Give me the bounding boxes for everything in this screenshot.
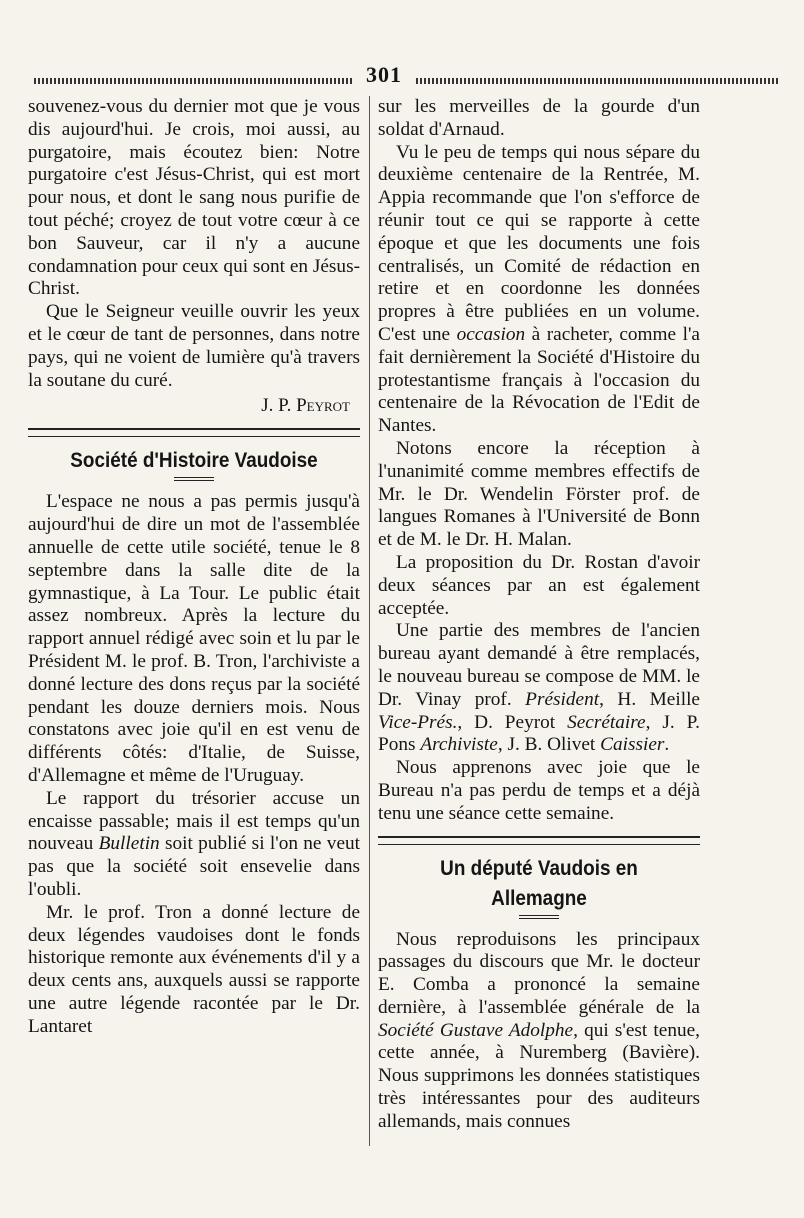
signature-surname: Peyrot bbox=[296, 395, 350, 417]
caissier-italic: Caissier bbox=[600, 734, 665, 756]
right-paragraph-1: sur les merveilles de la gourde d'un soldat d'Arnaud. bbox=[378, 96, 700, 140]
treasurer-text-b: soit publié si l'on ne veut pas que la société soit ensevelie dans l'oubli. bbox=[28, 833, 361, 900]
section-separator-right bbox=[378, 836, 700, 845]
header-rule-left bbox=[34, 78, 352, 84]
occasion-italic: occasion bbox=[456, 323, 526, 345]
bulletin-italic: Bulletin bbox=[98, 833, 160, 855]
gustave-adolphe-italic: Société Gustave Adolphe, bbox=[378, 1019, 578, 1041]
depute-text-b: qui s'est tenue, cette année, à Nuremberg (Bavière). Nous supprimons les données statistiques très intéressantes pour des auditeurs allemands, mais connues bbox=[378, 1019, 700, 1132]
bureau-text-a: Une partie des membres de l'ancien bureau ayant demandé à être remplacés, le nouveau bureau se compose de MM. le Dr. Vinay prof. bbox=[378, 620, 700, 710]
article-closing-paragraph: Que le Seigneur veuille ouvrir les yeux et le cœur de tant de personnes, dans notre pays, qui ne voient de lumière qu'à travers la soutane du curé. bbox=[28, 301, 360, 391]
section-title-societe: Société d'Histoire Vaudoise bbox=[70, 448, 318, 473]
right-paragraph-reception: Notons encore la réception à l'unanimité comme membres effectifs de Mr. le Dr. Wendelin Förster prof. de langues Romanes à l'Université de Bonn et de M. le Dr. H. Malan. bbox=[378, 437, 700, 551]
right-paragraph-rostan: La proposition du Dr. Rostan d'avoir deux séances par an est également acceptée. bbox=[378, 551, 700, 619]
section-title-depute: Un député Vaudois en Allemagne bbox=[440, 855, 638, 910]
signature-initials: J. P. bbox=[261, 395, 292, 417]
page-header bbox=[34, 62, 778, 92]
bureau-text-b: , H. Meille bbox=[599, 688, 700, 710]
page-number: 301 bbox=[366, 62, 402, 87]
appia-text-b: à racheter, comme l'a fait dernièrement la Société d'Histoire du protestantisme français à l'occasion du centenaire de la Révocation de l'Edit de Nantes. bbox=[378, 323, 700, 437]
left-column bbox=[28, 96, 360, 1038]
appia-text-a: Vu le peu de temps qui nous sépare du deuxième centenaire de la Rentrée, M. Appia recommande que l'on s'efforce de réunir tout ce qui se rapporte à cette époque et que les documents une fois centralisés, un Comité de rédaction en retire et en coordonne les données propres à être publiées en un volume. C'est une bbox=[378, 141, 700, 345]
bureau-text-f: . bbox=[664, 734, 670, 756]
depute-paragraph-1 bbox=[378, 929, 700, 1134]
archiviste-italic: Archiviste bbox=[420, 734, 498, 756]
secretaire-italic: Secrétaire bbox=[567, 711, 646, 733]
treasurer-text-a: Le rapport du trésorier accuse un encaisse passable; mais il est temps qu'un nouveau bbox=[28, 787, 360, 855]
bureau-text-d: , J. P. Pons bbox=[378, 711, 700, 756]
societe-paragraph-1: L'espace ne nous a pas permis jusqu'à aujourd'hui de dire un mot de l'assemblée annuelle de cette utile société, tenue le 8 septembre dans la salle dite de la gymnastique, à La Tour. Le public était assez nombreux. Après la lecture du rapport annuel rédigé avec soin et lu par le Président M. le prof. B. Tron, l'archiviste a donné lecture des dons reçus par la société pendant les douze derniers mois. Nous constatons avec joie qu'il en est venu de différents côtés: d'Italie, de Suisse, d'Allemagne et même de l'Uruguay. bbox=[28, 491, 360, 786]
article-continuation-paragraph: souvenez-vous du dernier mot que je vous dis aujourd'hui. Je crois, moi aussi, au purgatoire, mais écoutez bien: Notre purgatoire c'est Jésus-Christ, qui est mort pour nous, et dont le sang nous purifie de tout péché; croyez de tout votre cœur à ce bon Sauveur, car il n'y a aucune condamnation pour ceux qui sont en Jésus-Christ. bbox=[28, 96, 360, 300]
vicepres-italic: Vice-Prés. bbox=[378, 711, 458, 733]
right-paragraph-appia bbox=[378, 142, 700, 438]
title-underline-right bbox=[519, 915, 559, 919]
right-paragraph-bureau bbox=[378, 620, 700, 757]
bureau-text-c: , D. Peyrot bbox=[457, 711, 568, 733]
header-rule-right bbox=[416, 78, 778, 84]
right-paragraph-seance: Nous apprenons avec joie que le Bureau n'a pas perdu de temps et a déjà tenu une séance cette semaine. bbox=[378, 757, 700, 824]
article-signature bbox=[28, 394, 360, 418]
title-underline bbox=[174, 477, 214, 481]
right-column bbox=[378, 96, 700, 1134]
depute-text-a: Nous reproduisons les principaux passages du discours que Mr. le docteur E. Comba a prononcé la semaine dernière, à l'assemblée générale de la bbox=[378, 928, 700, 1018]
societe-paragraph-treasurer bbox=[28, 788, 360, 902]
bureau-text-e: , J. B. Olivet bbox=[497, 734, 601, 756]
section-separator bbox=[28, 428, 360, 437]
societe-paragraph-tron: Mr. le prof. Tron a donné lecture de deux légendes vaudoises dont le fonds historique remonte aux événements d'il y a deux cents ans, auxquels aussi se rapporte une autre légende racontée par le Dr. Lantaret bbox=[28, 901, 360, 1037]
column-divider bbox=[369, 96, 370, 1146]
president-italic: Président bbox=[525, 688, 600, 710]
